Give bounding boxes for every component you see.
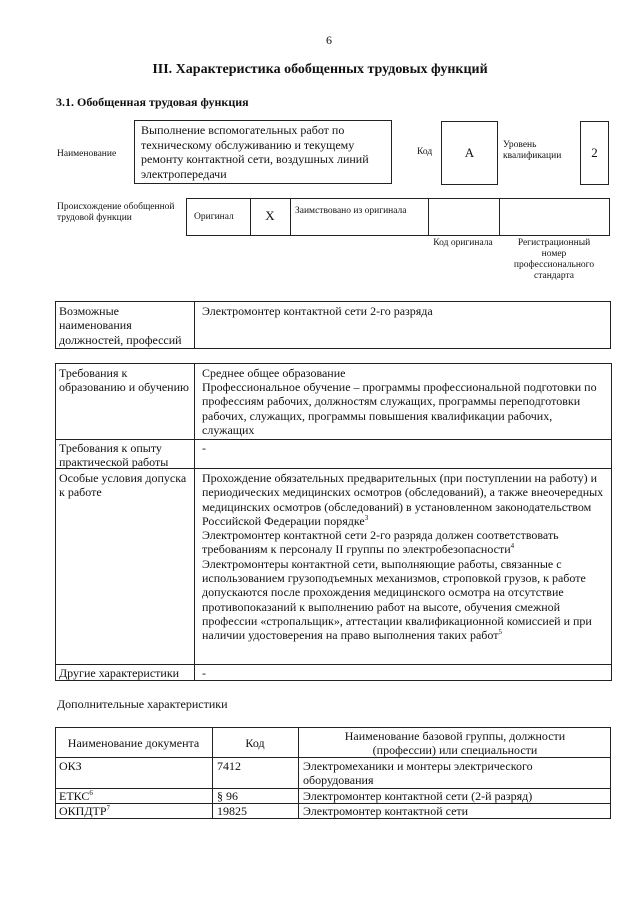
conditions-p2: Электромонтер контактной сети 2-го разряда должен соответствовать требованиям к персоналу II группы по электробезопасности — [202, 528, 559, 557]
additional-title: Дополнительные характеристики — [57, 697, 228, 711]
conditions-label: Особые условия допуска к работе — [59, 471, 187, 500]
table-row-name: Электромеханики и монтеры электрического оборудования — [303, 759, 533, 787]
reg-number-caption: Регистрационный номер профессионального стандарта — [513, 238, 595, 281]
other-label: Другие характеристики — [59, 666, 180, 680]
section-title: III. Характеристика обобщенных трудовых функций — [152, 62, 488, 77]
positions-value: Электромонтер контактной сети 2-го разряда — [202, 304, 433, 318]
subsection-title: 3.1. Обобщенная трудовая функция — [56, 95, 249, 109]
code-value: А — [464, 145, 475, 160]
origin-label: Происхождение обобщенной трудовой функции — [57, 202, 175, 223]
col-doc-header: Наименование документа — [67, 736, 200, 750]
name-label: Наименование — [57, 149, 117, 159]
requirements-divider — [194, 363, 195, 681]
table-row-code: 7412 — [217, 759, 241, 773]
doc-name: ОКПДТР — [59, 804, 107, 818]
footnote-ref: 4 — [510, 542, 515, 551]
table-row-doc — [59, 804, 110, 818]
experience-label: Требования к опыту практической работы — [59, 441, 169, 470]
col-divider — [298, 727, 299, 819]
col-code-header: Код — [245, 736, 265, 750]
borrowed-label: Заимствовано из оригинала — [295, 206, 407, 216]
experience-value: - — [202, 441, 206, 455]
page-number: 6 — [326, 33, 332, 47]
table-row-code: 19825 — [217, 804, 247, 818]
conditions-p1: Прохождение обязательных предварительных (при поступлении на работу) и периодических медицинских осмотров (обследований), а также внеочередных медицинских осмотров (обследований) в установленном законодательством Российской Федерации порядке — [202, 471, 604, 528]
table-row-code: § 96 — [217, 789, 238, 803]
original-label: Оригинал — [194, 212, 234, 222]
table-row-name: Электромонтер контактной сети — [303, 804, 469, 818]
footnote-ref: 6 — [89, 789, 93, 797]
origin-divider — [499, 198, 500, 236]
education-value-1: Среднее общее образование — [202, 366, 346, 380]
footnote-ref: 7 — [106, 804, 111, 812]
row-divider — [55, 757, 611, 758]
code-label: Код — [417, 147, 433, 157]
origin-divider — [290, 198, 291, 236]
footnote-ref: 3 — [364, 513, 369, 522]
education-label: Требования к образованию и обучению — [59, 366, 189, 395]
name-value: Выполнение вспомогательных работ по техническому обслуживанию и текущему ремонту контактной сети, воздушных линий электропередачи — [141, 123, 369, 181]
level-value: 2 — [591, 145, 598, 160]
origin-divider — [428, 198, 429, 236]
code-original-caption: Код оригинала — [433, 238, 493, 248]
conditions-p3: Электромонтеры контактной сети, выполняющие работы, связанные с использованием грузоподъемных механизмов, строповкой грузов, к работе допускаются после прохождения медицинского осмотра на отсутствие противопоказаний к выполнению работ на высоте, обучения смежной профессии «стропальщик», аттестации квалификационной комиссией и при наличии удостоверения на право выполнения таких работ — [202, 556, 592, 643]
conditions-text — [202, 471, 607, 643]
other-value: - — [202, 666, 206, 680]
table-row-doc: ОКЗ — [59, 759, 82, 773]
education-value-2: Профессиональное обучение – программы профессиональной подготовки по профессиям рабочих, должностям служащих, программы переподготовки рабочих, служащих, программы повышения квалификации рабочих, служащих — [202, 380, 597, 437]
row-divider — [55, 439, 612, 440]
level-label: Уровень квалификации — [503, 140, 562, 161]
table-row-doc — [59, 789, 93, 803]
col-name-header: Наименование базовой группы, должности (профессии) или специальности — [344, 729, 566, 757]
table-row-name: Электромонтер контактной сети (2-й разряд) — [303, 789, 533, 803]
positions-label: Возможные наименования должностей, профессий — [59, 304, 182, 347]
doc-name: ЕТКС — [59, 789, 90, 803]
footnote-ref: 5 — [498, 628, 502, 637]
positions-divider — [194, 301, 195, 349]
row-divider — [55, 664, 612, 665]
original-mark: X — [265, 208, 275, 223]
